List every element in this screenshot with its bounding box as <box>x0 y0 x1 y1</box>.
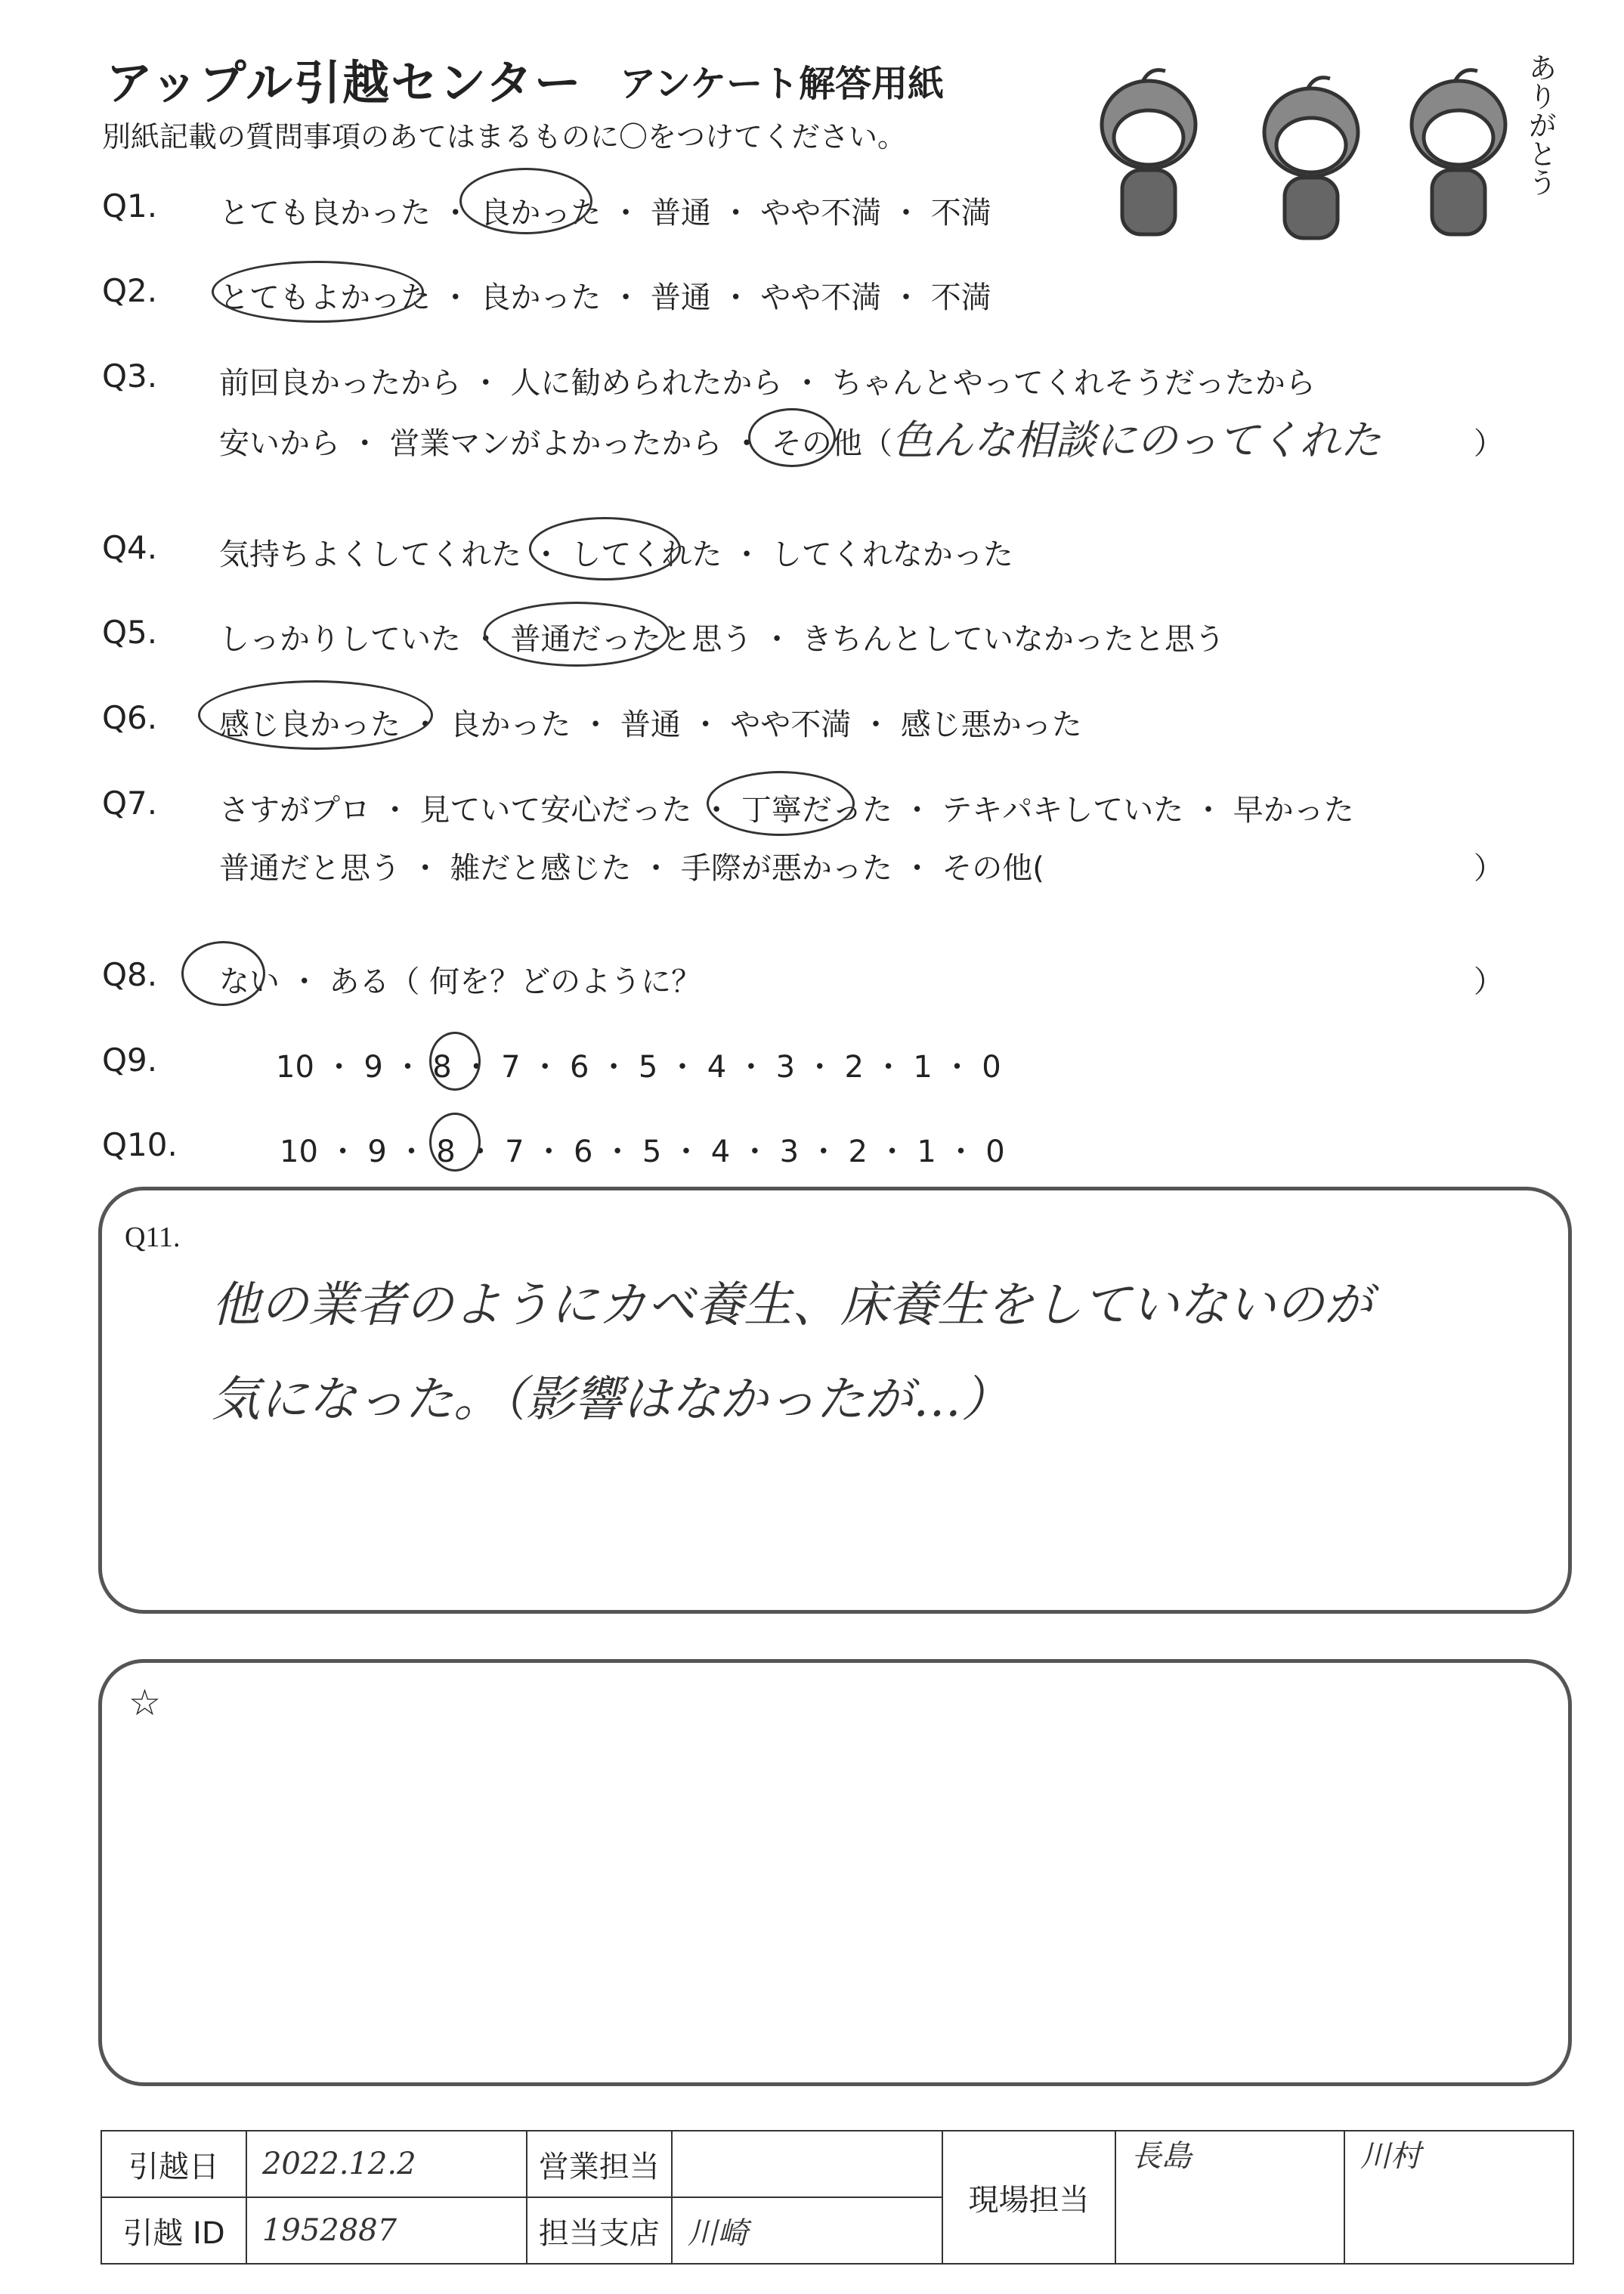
move-id-value: 1952887 <box>246 2197 527 2264</box>
move-date-label: 引越日 <box>101 2131 246 2197</box>
q3-label: Q3. <box>102 358 158 395</box>
q7-options-line2: 普通だと思う ・ 雑だと感じた ・ 手際が悪かった ・ その他( <box>219 851 1044 886</box>
q2-label: Q2. <box>102 272 158 309</box>
q2-options: とてもよかった ・ 良かった ・ 普通 ・ やや不満 ・ 不満 <box>219 280 991 315</box>
q10-label: Q10. <box>102 1126 178 1163</box>
q4-options: 気持ちよくしてくれた ・ してくれた ・ してくれなかった <box>219 537 1013 572</box>
q1-answer-circle <box>459 168 592 234</box>
q9-label: Q9. <box>102 1042 158 1079</box>
q3-handwritten-answer: 色んな相談にのってくれた <box>892 416 1381 464</box>
q8-answer-circle <box>181 941 265 1006</box>
q8-options: ない ・ ある（ 何を？どのように？ <box>219 964 702 999</box>
move-date-value: 2022.12.2 <box>246 2131 527 2197</box>
q5-options: しっかりしていた ・ 普通だったと思う ・ きちんとしていなかったと思う <box>219 622 1225 657</box>
q3-options-line2: 安いから ・ 営業マンがよかったから ・ その他（ <box>219 426 892 461</box>
branch-value: 川崎 <box>672 2197 942 2264</box>
footer-info-table <box>101 2130 1574 2265</box>
q9-answer-circle <box>429 1032 481 1091</box>
q4-answer-circle <box>529 517 681 580</box>
q5-label: Q5. <box>102 614 158 651</box>
move-id-label: 引越 ID <box>101 2197 246 2264</box>
q7-close-paren: ） <box>1474 851 1504 886</box>
q1-label: Q1. <box>102 187 158 224</box>
q7-answer-circle <box>707 771 855 836</box>
star-comment-box <box>98 1659 1572 2086</box>
instruction: 別紙記載の質問事項のあてはまるものに〇をつけてください。 <box>102 120 907 153</box>
q8-label: Q8. <box>102 956 158 993</box>
q11-label: Q11. <box>125 1221 181 1253</box>
q7-label: Q7. <box>102 785 158 822</box>
q6-label: Q6. <box>102 699 158 736</box>
site-staff-2: 川村 <box>1344 2131 1573 2264</box>
q9-options: 10 ・ 9 ・ 8 ・ 7 ・ 6 ・ 5 ・ 4 ・ 3 ・ 2 ・ 1 ・ 0 <box>276 1050 1001 1085</box>
site-staff-1: 長島 <box>1115 2131 1344 2264</box>
q3-options-line1: 前回良かったから ・ 人に勧められたから ・ ちゃんとやってくれそうだったから <box>219 366 1316 401</box>
q1-options: とても良かった ・ 良かった ・ 普通 ・ やや不満 ・ 不満 <box>219 196 991 231</box>
sales-rep-value <box>672 2131 942 2197</box>
branch-label: 担当支店 <box>527 2197 672 2264</box>
q3-close-paren: ） <box>1474 426 1504 461</box>
q3-answer-circle <box>748 408 836 467</box>
q11-handwritten-line1: 他の業者のようにカベ養生、床養生をしていないのが <box>212 1277 1372 1333</box>
monkey-mascots-illustration <box>1050 45 1542 249</box>
q6-options: 感じ良かった ・ 良かった ・ 普通 ・ やや不満 ・ 感じ悪かった <box>219 707 1082 742</box>
q7-options-line1: さすがプロ ・ 見ていて安心だった ・ 丁寧だった ・ テキパキしていた ・ 早かった <box>219 793 1354 828</box>
q10-options: 10 ・ 9 ・ 8 ・ 7 ・ 6 ・ 5 ・ 4 ・ 3 ・ 2 ・ 1 ・ 0 <box>280 1135 1005 1169</box>
q5-answer-circle <box>484 602 670 667</box>
q2-answer-circle <box>212 261 424 323</box>
q6-answer-circle <box>198 680 433 750</box>
q8-close-paren: ） <box>1474 964 1504 999</box>
form-title: アンケート解答用紙 <box>620 63 945 105</box>
sales-rep-label: 営業担当 <box>527 2131 672 2197</box>
company-name: アップル引越センター <box>106 55 583 110</box>
q4-label: Q4. <box>102 529 158 566</box>
thanks-text: ありがとう <box>1523 53 1557 197</box>
q11-handwritten-line2: 気になった。（影響はなかったが…） <box>212 1372 1010 1428</box>
q10-answer-circle <box>429 1113 481 1172</box>
star-icon: ☆ <box>128 1682 162 1724</box>
site-staff-label: 現場担当 <box>942 2131 1115 2264</box>
